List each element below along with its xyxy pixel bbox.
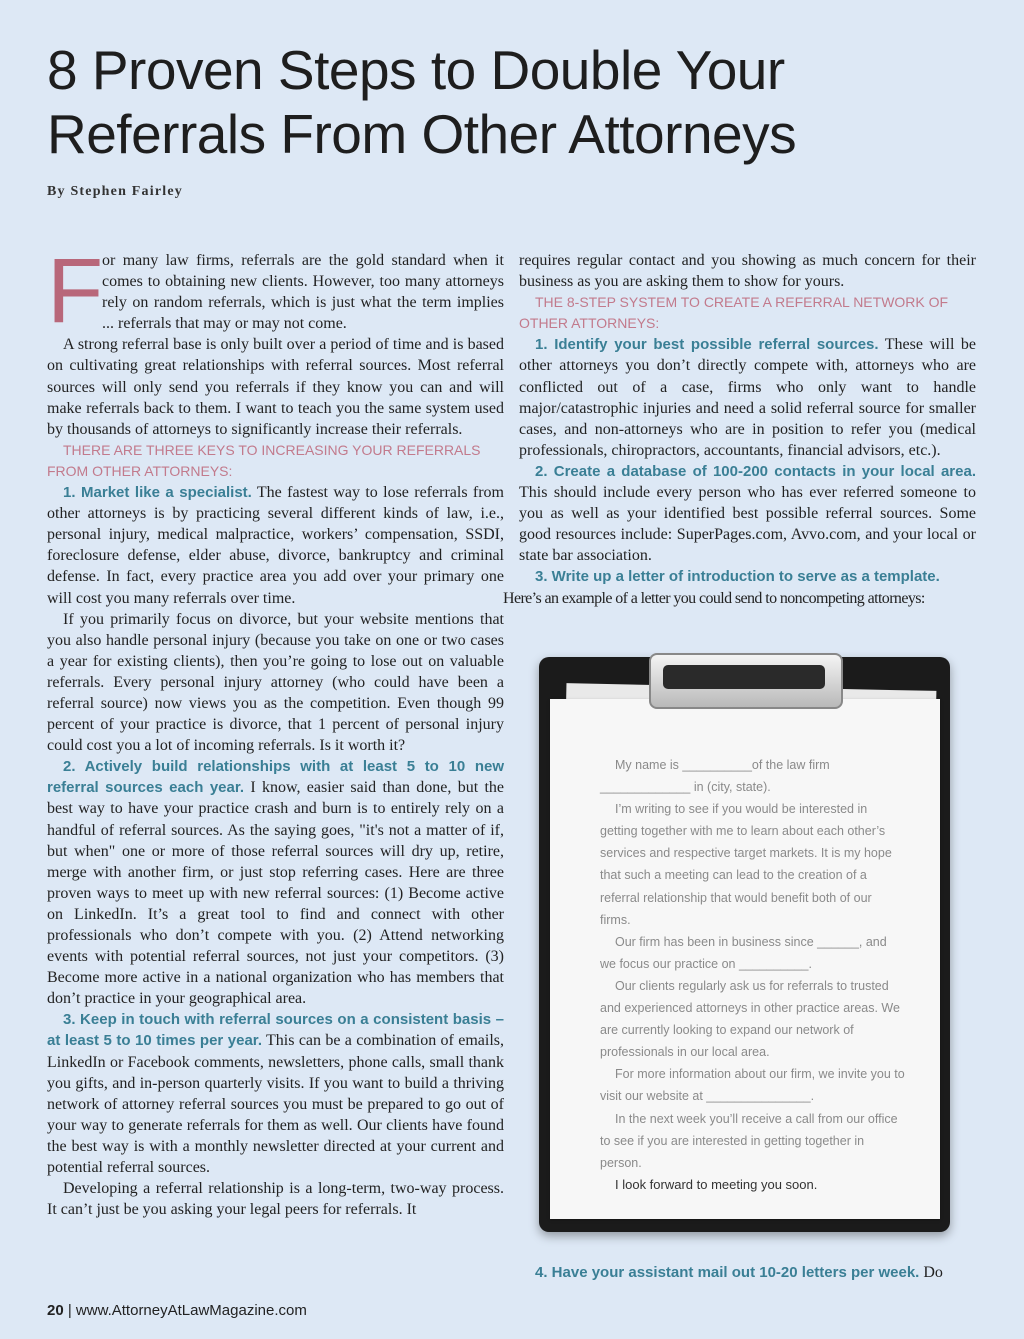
title-line-1: 8 Proven Steps to Double Your xyxy=(47,39,785,101)
clipboard-illustration xyxy=(539,657,950,1232)
footer-separator: | xyxy=(63,1302,76,1319)
paragraph: requires regular contact and you showing as much concern for their business as you are asking them to show for yours. xyxy=(519,252,976,291)
key-3-text: This can be a combination of emails, LinkedIn or Facebook comments, newsletters, phone calls, small thank you gifts, and in-person quarterly visits. If you want to build a thriving network of attorney referral sources you must be prepared to go out of your way to generate referrals for them as well. Our clients have found the best way is with a monthly newsletter directed at your current and potential referral sources. xyxy=(47,1032,504,1177)
system-heading: THE 8-STEP SYSTEM TO CREATE A REFERRAL NETWORK OF OTHER ATTORNEYS: xyxy=(519,294,949,332)
drop-cap: F xyxy=(47,240,104,342)
step-3-text: Here’s an example of a letter you could send to noncompeting attorneys: xyxy=(503,589,925,607)
letter-line: I’m writing to see if you would be interested in getting together with me to learn about each other’s services and respective target markets. It is my hope that such a meeting can lead to the creation of a referral relationship that would benefit both of our firms. xyxy=(600,802,892,927)
key-3-title: 3. Keep in touch with referral sources on a consistent basis – at least 5 to 10 times per year. xyxy=(47,1011,504,1050)
step-2 xyxy=(519,461,976,566)
step-1-text: These will be other attorneys you don’t directly compete with, attorneys who are conflicted out of a case, firms who only want to handle major/catastrophic injuries and need a solid referral source for smaller cases, and non-attorneys who are in position to refer you (medical professionals, chiropractors, accountants, financial advisors, etc.). xyxy=(519,336,976,459)
key-1-text: The fastest way to lose referrals from other attorneys is by practicing several different kinds of law, i.e., personal injury, medical malpractice, workers’ compensation, SSDI, foreclosure defense, elder abuse, divorce, bankruptcy and criminal defense. In fact, every practice area you add over your primary one will cost you many referrals over time. xyxy=(47,484,504,607)
letter-closing: I look forward to meeting you soon. xyxy=(615,1176,818,1192)
step-2-title: 2. Create a database of 100-200 contacts in your local area. xyxy=(535,462,976,480)
page-number: 20 xyxy=(47,1302,64,1319)
step-2-text: This should include every person who has ever referred someone to you as well as your identified best possible referral sources. Some good resources include: SuperPages.com, Avvo.com, and your local or state bar association. xyxy=(519,484,976,565)
right-column xyxy=(503,250,976,609)
letter-template xyxy=(600,754,905,1196)
key-3 xyxy=(47,1009,504,1178)
letter-line: Our firm has been in business since ______, and we focus our practice on __________. xyxy=(600,934,887,971)
letter-line: In the next week you’ll receive a call from our office to see if you are interested in getting together in person. xyxy=(600,1111,898,1170)
paragraph: A strong referral base is only built over a period of time and is based on cultivating great relationships with referral sources. Most referral sources will only send you referrals if they know you can and will make referrals back to them. I want to teach you the same system used by thousands of attorneys to significantly increase their referrals. xyxy=(47,336,504,438)
key-2-text: I know, easier said than done, but the best way to have your practice crash and burn is to entirely rely on a handful of referral sources. As the saying goes, "it's not a matter of if, but when" one or more of those referral sources will dry up, retire, merge with another firm, or just stop referring cases. Here are three proven ways to meet up with new referral sources: (1) Become active on LinkedIn. It’s a great tool to find and connect with other professionals who don’t compete with you. (2) Attend networking events with potential referral sources, not just your competitors. (3) Become more active in a national organization who has members that don’t practice in your geographical area. xyxy=(47,779,504,1008)
letter-line: For more information about our firm, we invite you to visit our website at _______________. xyxy=(600,1067,905,1104)
step-1 xyxy=(519,334,976,461)
letter-line: Our clients regularly ask us for referrals to trusted and experienced attorneys in other practice areas. We are currently looking to expand our network of professionals in our local area. xyxy=(600,978,900,1060)
keys-heading: THERE ARE THREE KEYS TO INCREASING YOUR REFERRALS FROM OTHER ATTORNEYS: xyxy=(47,441,481,479)
article-title xyxy=(47,38,987,166)
paragraph: Developing a referral relationship is a long-term, two-way process. It can’t just be you asking your legal peers for referrals. It xyxy=(47,1180,504,1219)
step-1-title: 1. Identify your best possible referral sources. xyxy=(535,336,879,354)
key-2-title: 2. Actively build relationships with at least 5 to 10 new referral sources each year. xyxy=(47,758,504,797)
intro-text: or many law firms, referrals are the gold standard when it comes to obtaining new clients. However, too many attorneys rely on random referrals, which is just what the term implies ... referrals that may or may not come. xyxy=(102,252,504,333)
footer-website: www.AttorneyAtLawMagazine.com xyxy=(75,1302,307,1319)
byline: By Stephen Fairley xyxy=(47,184,183,199)
step-3-title: 3. Write up a letter of introduction to serve as a template. xyxy=(535,568,940,586)
intro-paragraph xyxy=(47,240,504,342)
letter-line: My name is __________of the law firm _____________ in (city, state). xyxy=(600,758,830,795)
title-line-2: Referrals From Other Attorneys xyxy=(47,103,797,165)
clip-opening xyxy=(663,665,825,689)
step-4-title: 4. Have your assistant mail out 10-20 letters per week. xyxy=(535,1264,920,1281)
key-1 xyxy=(47,482,504,609)
right-column-bottom xyxy=(519,1262,976,1283)
clip-icon xyxy=(649,653,843,709)
paragraph: If you primarily focus on divorce, but your website mentions that you also handle personal injury (because you take on one or two cases a year for existing clients), then you’re going to lose out on valuable referrals. Every personal injury attorney (who could have been a referral source) now views you as the competition. Even though 99 percent of your practice is divorce, that 1 percent of personal injury could cost you a lot of incoming referrals. Is it worth it? xyxy=(47,610,504,755)
key-1-title: 1. Market like a specialist. xyxy=(63,484,252,502)
page-footer xyxy=(47,1302,307,1319)
letter-paper xyxy=(550,699,940,1219)
step-3 xyxy=(503,566,976,608)
step-4-text: Do xyxy=(919,1264,943,1281)
left-column xyxy=(47,240,504,1220)
key-2 xyxy=(47,756,504,1009)
step-4 xyxy=(519,1262,976,1283)
